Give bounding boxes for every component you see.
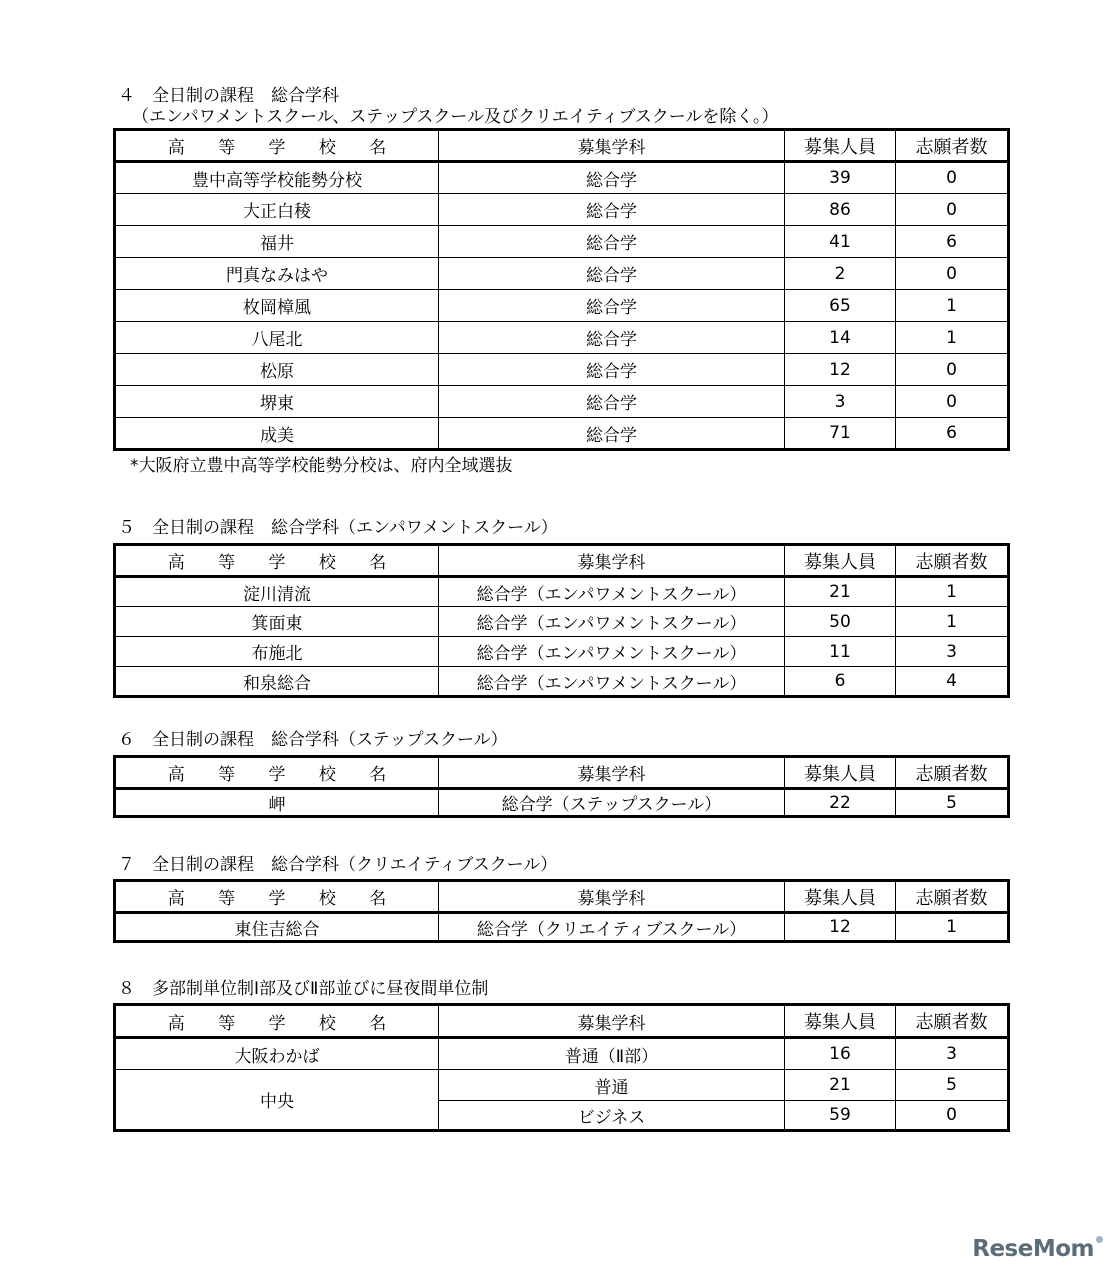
section-4-subtitle: （エンパワメントスクール、ステップスクール及びクリエイティブスクールを除く。）	[132, 107, 779, 127]
header-applicants: 志願者数	[896, 1005, 1009, 1038]
table-header-row	[115, 881, 1009, 913]
section-6-title: ６ 全日制の課程 総合学科（ステップスクール）	[118, 730, 508, 750]
department: 総合学（エンパワメントスクール）	[439, 667, 785, 697]
school-name: 箕面東	[115, 607, 439, 637]
capacity: 39	[785, 162, 896, 194]
capacity: 2	[785, 258, 896, 290]
table-row	[115, 354, 1009, 386]
department: 総合学	[439, 194, 785, 226]
school-name: 中央	[115, 1070, 439, 1131]
department: ビジネス	[439, 1101, 785, 1131]
capacity: 21	[785, 577, 896, 607]
capacity: 3	[785, 386, 896, 418]
table-row	[115, 290, 1009, 322]
section-8-table	[113, 1003, 1010, 1132]
section-5-table	[113, 543, 1010, 698]
department: 総合学（エンパワメントスクール）	[439, 637, 785, 667]
capacity: 41	[785, 226, 896, 258]
header-school: 高 等 学 校 名	[115, 757, 439, 789]
header-capacity: 募集人員	[785, 1005, 896, 1038]
capacity: 59	[785, 1101, 896, 1131]
applicants: 6	[896, 418, 1009, 450]
department: 総合学	[439, 162, 785, 194]
department: 総合学	[439, 354, 785, 386]
school-name: 成美	[115, 418, 439, 450]
capacity: 65	[785, 290, 896, 322]
header-applicants: 志願者数	[896, 545, 1009, 577]
school-name: 東住吉総合	[115, 913, 439, 942]
applicants: 0	[896, 162, 1009, 194]
table-row	[115, 322, 1009, 354]
department: 普通（Ⅱ部）	[439, 1038, 785, 1070]
header-capacity: 募集人員	[785, 545, 896, 577]
capacity: 86	[785, 194, 896, 226]
table-row	[115, 637, 1009, 667]
school-name: 豊中高等学校能勢分校	[115, 162, 439, 194]
header-department: 募集学科	[439, 545, 785, 577]
department: 総合学	[439, 290, 785, 322]
table-row	[115, 1038, 1009, 1070]
capacity: 14	[785, 322, 896, 354]
section-7-title: ７ 全日制の課程 総合学科（クリエイティブスクール）	[118, 855, 558, 875]
header-applicants: 志願者数	[896, 130, 1009, 162]
header-capacity: 募集人員	[785, 757, 896, 789]
watermark-text: ReseMom	[972, 1236, 1094, 1262]
school-name: 淀川清流	[115, 577, 439, 607]
table-row	[115, 913, 1009, 942]
applicants: 3	[896, 1038, 1009, 1070]
school-name: 堺東	[115, 386, 439, 418]
school-name: 八尾北	[115, 322, 439, 354]
section-6-table	[113, 755, 1010, 818]
school-name: 岬	[115, 789, 439, 817]
table-header-row	[115, 545, 1009, 577]
applicants: 0	[896, 194, 1009, 226]
department: 総合学（エンパワメントスクール）	[439, 577, 785, 607]
header-applicants: 志願者数	[896, 881, 1009, 913]
applicants: 1	[896, 913, 1009, 942]
applicants: 1	[896, 577, 1009, 607]
section-5-title: ５ 全日制の課程 総合学科（エンパワメントスクール）	[118, 518, 558, 538]
section-4-note: *大阪府立豊中高等学校能勢分校は、府内全域選抜	[130, 456, 513, 476]
header-department: 募集学科	[439, 757, 785, 789]
school-name: 福井	[115, 226, 439, 258]
table-row	[115, 789, 1009, 817]
applicants: 0	[896, 258, 1009, 290]
capacity: 22	[785, 789, 896, 817]
header-capacity: 募集人員	[785, 881, 896, 913]
department: 総合学	[439, 226, 785, 258]
applicants: 1	[896, 607, 1009, 637]
table-row	[115, 258, 1009, 290]
capacity: 6	[785, 667, 896, 697]
section-4-title: ４ 全日制の課程 総合学科	[118, 86, 339, 106]
capacity: 16	[785, 1038, 896, 1070]
applicants: 3	[896, 637, 1009, 667]
capacity: 12	[785, 354, 896, 386]
applicants: 6	[896, 226, 1009, 258]
header-capacity: 募集人員	[785, 130, 896, 162]
table-row	[115, 418, 1009, 450]
table-row	[115, 1070, 1009, 1101]
table-row	[115, 162, 1009, 194]
department: 総合学	[439, 418, 785, 450]
header-applicants: 志願者数	[896, 757, 1009, 789]
resemom-watermark-logo	[972, 1236, 1103, 1262]
capacity: 11	[785, 637, 896, 667]
department: 総合学（エンパワメントスクール）	[439, 607, 785, 637]
capacity: 71	[785, 418, 896, 450]
applicants: 5	[896, 789, 1009, 817]
header-school: 高 等 学 校 名	[115, 130, 439, 162]
applicants: 1	[896, 290, 1009, 322]
school-name: 大阪わかば	[115, 1038, 439, 1070]
header-school: 高 等 学 校 名	[115, 545, 439, 577]
department: 普通	[439, 1070, 785, 1101]
table-header-row	[115, 130, 1009, 162]
department: 総合学	[439, 258, 785, 290]
header-department: 募集学科	[439, 130, 785, 162]
department: 総合学	[439, 322, 785, 354]
header-department: 募集学科	[439, 1005, 785, 1038]
department: 総合学（ステップスクール）	[439, 789, 785, 817]
table-header-row	[115, 1005, 1009, 1038]
section-4-table	[113, 128, 1010, 451]
table-row	[115, 386, 1009, 418]
header-school: 高 等 学 校 名	[115, 881, 439, 913]
watermark-dot-icon	[1096, 1236, 1103, 1243]
capacity: 50	[785, 607, 896, 637]
table-row	[115, 607, 1009, 637]
table-row	[115, 226, 1009, 258]
applicants: 1	[896, 322, 1009, 354]
header-school: 高 等 学 校 名	[115, 1005, 439, 1038]
capacity: 12	[785, 913, 896, 942]
section-8-title: ８ 多部制単位制Ⅰ部及びⅡ部並びに昼夜間単位制	[118, 979, 489, 999]
table-header-row	[115, 757, 1009, 789]
applicants: 0	[896, 1101, 1009, 1131]
table-row	[115, 577, 1009, 607]
school-name: 大正白稜	[115, 194, 439, 226]
applicants: 5	[896, 1070, 1009, 1101]
school-name: 布施北	[115, 637, 439, 667]
capacity: 21	[785, 1070, 896, 1101]
applicants: 4	[896, 667, 1009, 697]
applicants: 0	[896, 354, 1009, 386]
table-row	[115, 667, 1009, 697]
school-name: 門真なみはや	[115, 258, 439, 290]
applicants: 0	[896, 386, 1009, 418]
section-7-table	[113, 879, 1010, 943]
school-name: 松原	[115, 354, 439, 386]
school-name: 枚岡樟風	[115, 290, 439, 322]
header-department: 募集学科	[439, 881, 785, 913]
department: 総合学（クリエイティブスクール）	[439, 913, 785, 942]
school-name: 和泉総合	[115, 667, 439, 697]
table-row	[115, 194, 1009, 226]
department: 総合学	[439, 386, 785, 418]
